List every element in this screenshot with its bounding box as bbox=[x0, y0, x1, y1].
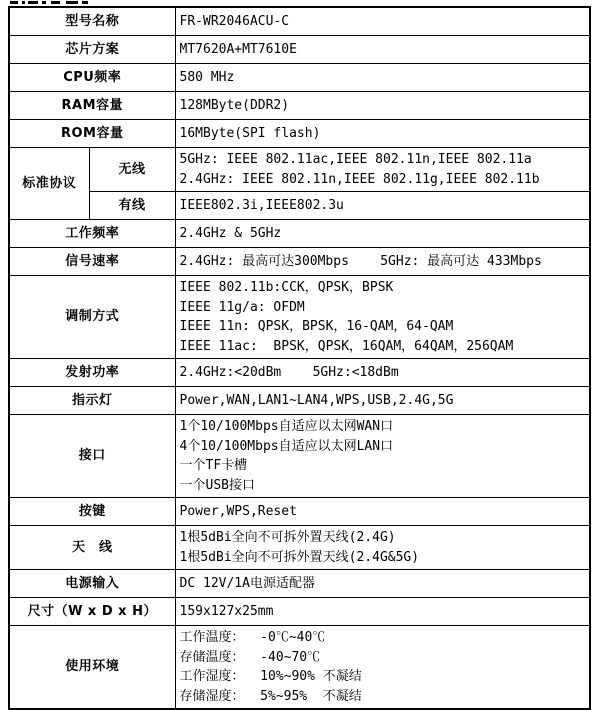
row-label: 芯片方案 bbox=[9, 36, 175, 64]
value-line: FR-WR2046ACU-C bbox=[179, 13, 290, 29]
row-value bbox=[175, 276, 590, 359]
row-label: ROM容量 bbox=[9, 120, 175, 148]
row-label: 信号速率 bbox=[9, 248, 175, 276]
value-line: 580 MHz bbox=[179, 69, 235, 85]
row-label: 发射功率 bbox=[9, 359, 175, 387]
row-value bbox=[175, 92, 590, 120]
row-label: RAM容量 bbox=[9, 92, 175, 120]
table-row bbox=[9, 148, 590, 192]
row-value bbox=[175, 570, 590, 598]
value-line: 存储温度： -40~70℃ bbox=[179, 649, 321, 665]
row-label: 电源输入 bbox=[9, 570, 175, 598]
row-label: 使用环境 bbox=[9, 626, 175, 710]
value-line: 16MByte(SPI flash) bbox=[179, 125, 321, 141]
row-label: 型号名称 bbox=[9, 7, 175, 36]
value-line: 1根5dBi全向不可拆外置天线(2.4G) bbox=[179, 530, 396, 545]
row-value bbox=[175, 248, 590, 276]
value-line: IEEE 11g/a: OFDM bbox=[179, 299, 305, 315]
table-row bbox=[9, 7, 590, 36]
table-row bbox=[9, 570, 590, 598]
value-line: 2.4GHz & 5GHz bbox=[179, 225, 282, 241]
row-value bbox=[175, 526, 590, 570]
group-label: 标准协议 bbox=[9, 148, 89, 220]
table-row bbox=[9, 626, 590, 710]
table-row bbox=[9, 415, 590, 498]
value-line: 5GHz: IEEE 802.11ac,IEEE 802.11n,IEEE 802.11a bbox=[179, 152, 532, 167]
table-row bbox=[9, 359, 590, 387]
row-label: 工作频率 bbox=[9, 220, 175, 248]
value-line: IEEE 11n: QPSK，BPSK，16-QAM，64-QAM bbox=[179, 319, 454, 334]
row-label: CPU频率 bbox=[9, 64, 175, 92]
value-line: IEEE802.3i,IEEE802.3u bbox=[179, 197, 344, 213]
table-row bbox=[9, 220, 590, 248]
table-row bbox=[9, 387, 590, 415]
value-line: 2.4GHz:<20dBm 5GHz:<18dBm bbox=[179, 364, 399, 380]
value-line: Power,WPS,Reset bbox=[179, 503, 297, 519]
row-value bbox=[175, 192, 590, 220]
row-value bbox=[175, 36, 590, 64]
value-line: 2.4GHz: IEEE 802.11n,IEEE 802.11g,IEEE 802.11b bbox=[179, 171, 540, 187]
row-value bbox=[175, 598, 590, 626]
table-row bbox=[9, 248, 590, 276]
table-row bbox=[9, 120, 590, 148]
value-line: 工作温度： -0℃~40℃ bbox=[179, 630, 326, 645]
row-value bbox=[175, 7, 590, 36]
table-row bbox=[9, 598, 590, 626]
value-line: 2.4GHz: 最高可达300Mbps 5GHz: 最高可达 433Mbps bbox=[179, 253, 542, 269]
value-line: IEEE 802.11b:CCK，QPSK，BPSK bbox=[179, 280, 394, 295]
spec-table bbox=[8, 6, 591, 710]
table-row bbox=[9, 92, 590, 120]
row-value bbox=[175, 415, 590, 498]
sub-label: 有线 bbox=[89, 192, 175, 220]
row-value bbox=[175, 359, 590, 387]
value-line: 1根5dBi全向不可拆外置天线(2.4G&5G) bbox=[179, 549, 420, 565]
value-line: IEEE 11ac: BPSK，QPSK，16QAM，64QAM，256QAM bbox=[179, 338, 514, 354]
row-label: 天 线 bbox=[9, 526, 175, 570]
table-row bbox=[9, 526, 590, 570]
table-row bbox=[9, 498, 590, 526]
row-value bbox=[175, 64, 590, 92]
value-line: 4个10/100Mbps自适应以太网LAN口 bbox=[179, 438, 394, 454]
row-value bbox=[175, 220, 590, 248]
table-row bbox=[9, 276, 590, 359]
row-value bbox=[175, 387, 590, 415]
row-label: 调制方式 bbox=[9, 276, 175, 359]
value-line: 1个10/100Mbps自适应以太网WAN口 bbox=[179, 419, 394, 434]
table-row bbox=[9, 64, 590, 92]
value-line: Power,WAN,LAN1~LAN4,WPS,USB,2.4G,5G bbox=[179, 392, 454, 408]
row-value bbox=[175, 498, 590, 526]
value-line: MT7620A+MT7610E bbox=[179, 41, 297, 57]
table-row bbox=[9, 36, 590, 64]
value-line: 一个USB接口 bbox=[179, 477, 255, 493]
value-line: 一个TF卡槽 bbox=[179, 458, 248, 473]
row-value bbox=[175, 626, 590, 710]
table-row bbox=[9, 192, 590, 220]
row-value bbox=[175, 148, 590, 192]
row-label: 接口 bbox=[9, 415, 175, 498]
value-line: 存储湿度： 5%~95% 不凝结 bbox=[179, 688, 362, 704]
sub-label: 无线 bbox=[89, 148, 175, 192]
spec-table-body bbox=[9, 7, 590, 709]
value-line: 工作湿度： 10%~90% 不凝结 bbox=[179, 669, 362, 684]
row-label: 尺寸（W x D x H） bbox=[9, 598, 175, 626]
row-label: 指示灯 bbox=[9, 387, 175, 415]
value-line: 128MByte(DDR2) bbox=[179, 97, 290, 113]
value-line: DC 12V/1A电源适配器 bbox=[179, 575, 315, 591]
row-label: 按键 bbox=[9, 498, 175, 526]
value-line: 159x127x25mm bbox=[179, 603, 274, 619]
clipped-text-fragment bbox=[10, 0, 88, 5]
row-value bbox=[175, 120, 590, 148]
